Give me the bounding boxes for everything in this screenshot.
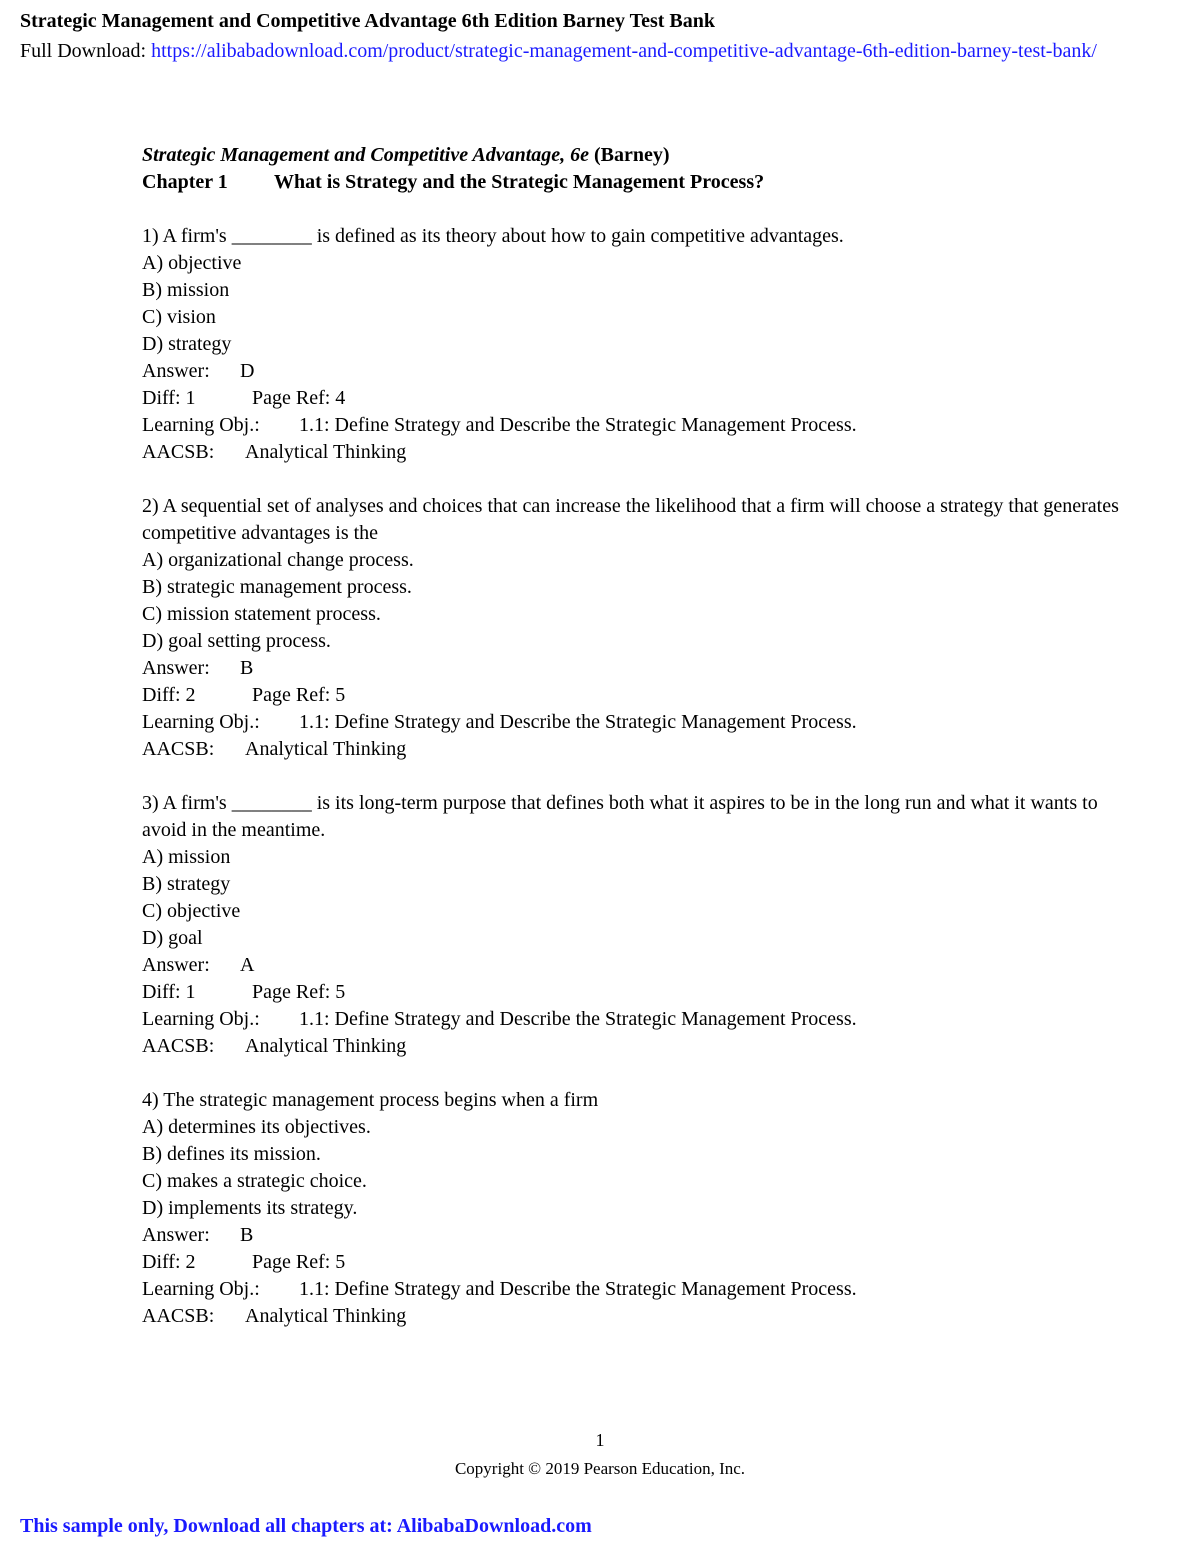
answer-option: C) makes a strategic choice. [142, 1170, 367, 1192]
question-block [142, 790, 1142, 1060]
answer-option: A) mission [142, 846, 231, 868]
answer-label: Answer: [142, 1224, 210, 1246]
question-stem: 3) A firm's ________ is its long-term purpose that defines both what it aspires to be in the long run and what it wants to avoid in the meantime. [142, 792, 1103, 841]
answer-option: D) strategy [142, 333, 232, 355]
answer-option: A) objective [142, 252, 242, 274]
question-block [142, 493, 1142, 763]
answer-label: Answer: [142, 657, 210, 679]
learning-objective-line [142, 1276, 1142, 1303]
download-label: Full Download: [20, 40, 152, 62]
page-ref: Page Ref: 5 [252, 1251, 346, 1273]
chapter-title: What is Strategy and the Strategic Management Process? [274, 171, 765, 193]
answer-line [142, 655, 1142, 682]
answer-label: Answer: [142, 954, 210, 976]
learning-objective-line [142, 412, 1142, 439]
aacsb-value: Analytical Thinking [245, 441, 407, 463]
aacsb-value: Analytical Thinking [245, 1035, 407, 1057]
difficulty: Diff: 2 [142, 684, 196, 706]
difficulty-line [142, 385, 1142, 412]
book-author: (Barney) [589, 144, 670, 166]
answer-option: B) defines its mission. [142, 1143, 321, 1165]
answer-option: D) goal setting process. [142, 630, 331, 652]
answer-line [142, 952, 1142, 979]
question-stem: 4) The strategic management process begins when a firm [142, 1089, 599, 1111]
difficulty-line [142, 682, 1142, 709]
answer-option: D) goal [142, 927, 203, 949]
answer-option: B) mission [142, 279, 230, 301]
answer-value: D [240, 360, 255, 382]
page-content [142, 142, 1142, 1357]
sample-download-note[interactable]: This sample only, Download all chapters at: AlibabaDownload.com [20, 1515, 592, 1537]
page-number: 1 [595, 1430, 605, 1450]
answer-option: B) strategic management process. [142, 576, 412, 598]
answer-option: D) implements its strategy. [142, 1197, 358, 1219]
aacsb-line [142, 1033, 1142, 1060]
document-header-title: Strategic Management and Competitive Advantage 6th Edition Barney Test Bank [20, 10, 716, 32]
answer-option: C) vision [142, 306, 216, 328]
answer-option: A) organizational change process. [142, 549, 414, 571]
question-block [142, 223, 1142, 466]
difficulty: Diff: 1 [142, 981, 196, 1003]
chapter-label: Chapter 1 [142, 171, 228, 193]
answer-label: Answer: [142, 360, 210, 382]
answer-value: A [240, 954, 255, 976]
learning-objective-label: Learning Obj.: [142, 1008, 260, 1030]
answer-option: C) mission statement process. [142, 603, 381, 625]
aacsb-line [142, 439, 1142, 466]
question-block [142, 1087, 1142, 1330]
learning-objective: 1.1: Define Strategy and Describe the Strategic Management Process. [299, 711, 857, 733]
answer-option: A) determines its objectives. [142, 1116, 371, 1138]
page-ref: Page Ref: 5 [252, 981, 346, 1003]
learning-objective: 1.1: Define Strategy and Describe the Strategic Management Process. [299, 1278, 857, 1300]
learning-objective-line [142, 1006, 1142, 1033]
page-ref: Page Ref: 5 [252, 684, 346, 706]
learning-objective-label: Learning Obj.: [142, 711, 260, 733]
answer-option: C) objective [142, 900, 241, 922]
book-title [142, 142, 1142, 169]
aacsb-label: AACSB: [142, 738, 215, 760]
aacsb-line [142, 736, 1142, 763]
chapter-heading [142, 169, 1142, 196]
aacsb-value: Analytical Thinking [245, 1305, 407, 1327]
answer-line [142, 1222, 1142, 1249]
learning-objective: 1.1: Define Strategy and Describe the Strategic Management Process. [299, 414, 857, 436]
book-title-text: Strategic Management and Competitive Advantage, 6e [142, 144, 590, 166]
aacsb-value: Analytical Thinking [245, 738, 407, 760]
answer-value: B [240, 1224, 254, 1246]
copyright-notice: Copyright © 2019 Pearson Education, Inc. [454, 1459, 746, 1478]
aacsb-line [142, 1303, 1142, 1330]
difficulty: Diff: 1 [142, 387, 196, 409]
learning-objective-label: Learning Obj.: [142, 414, 260, 436]
difficulty-line [142, 979, 1142, 1006]
learning-objective: 1.1: Define Strategy and Describe the Strategic Management Process. [299, 1008, 857, 1030]
answer-option: B) strategy [142, 873, 231, 895]
aacsb-label: AACSB: [142, 1305, 215, 1327]
question-stem: 1) A firm's ________ is defined as its theory about how to gain competitive advantages. [142, 225, 844, 247]
difficulty: Diff: 2 [142, 1251, 196, 1273]
difficulty-line [142, 1249, 1142, 1276]
question-stem: 2) A sequential set of analyses and choices that can increase the likelihood that a firm will choose a strategy that generates competitive advantages is the [142, 495, 1124, 544]
page-ref: Page Ref: 4 [252, 387, 346, 409]
learning-objective-label: Learning Obj.: [142, 1278, 260, 1300]
answer-line [142, 358, 1142, 385]
download-line [20, 40, 1200, 63]
aacsb-label: AACSB: [142, 441, 215, 463]
aacsb-label: AACSB: [142, 1035, 215, 1057]
answer-value: B [240, 657, 254, 679]
learning-objective-line [142, 709, 1142, 736]
download-link[interactable]: https://alibabadownload.com/product/strategic-management-and-competitive-advantage-6th-edition-barney-test-bank/ [151, 40, 1097, 62]
